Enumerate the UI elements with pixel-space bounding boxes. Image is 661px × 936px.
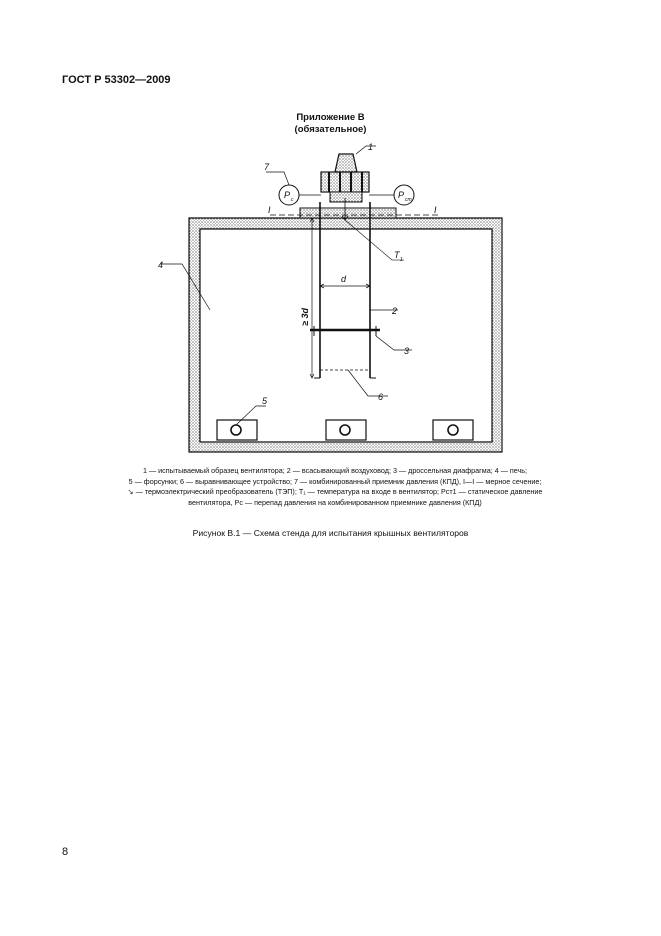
callout-5: 5 (262, 396, 268, 406)
section-mark-left: I (268, 205, 271, 215)
legend-line-1: 1 — испытываемый образец вентилятора; 2 — всасывающий воздуховод; 3 — дроссельная диафрагма; 4 — печь; (142, 466, 528, 475)
temperature-label: T (394, 250, 400, 260)
legend-line-3-text: — термоэлектрический преобразователь (ТЭП); T₁ — температура на входе в вентилятор; Pст1 — статическое давление (135, 487, 543, 496)
figure-caption: Рисунок В.1 — Схема стенда для испытания крышных вентиляторов (192, 528, 469, 538)
pressure-left-label: P (284, 190, 291, 200)
legend-line-2: 5 — форсунки; 6 — выравнивающее устройство; 7 — комбинированный приемник давления (КПД), I—I — мерное сечение; (128, 476, 542, 486)
appendix-heading (0, 112, 661, 136)
legend-line-3 (70, 487, 600, 498)
callout-7: 7 (264, 162, 270, 172)
appendix-status: (обязательное) (294, 124, 367, 135)
page-number: 8 (62, 846, 69, 858)
pressure-receiver-left (279, 185, 321, 205)
temperature-sub: 1 (400, 257, 403, 263)
pressure-left-sub: c (291, 197, 294, 203)
fan-sample (321, 154, 369, 202)
thermocouple-icon: ↘ (127, 487, 134, 496)
callout-2: 2 (392, 306, 398, 316)
dimension-length-label: ≥ 3d (300, 308, 310, 326)
pressure-right-sub: ст (405, 197, 412, 203)
callout-1: 1 (368, 142, 374, 152)
callout-3: 3 (404, 346, 410, 356)
figure-legend (70, 466, 600, 508)
dimension-d-label: d (341, 274, 347, 284)
furnace (189, 218, 502, 452)
callout-6: 6 (378, 392, 384, 402)
test-stand-diagram (150, 140, 530, 461)
burner-nozzles (217, 420, 473, 440)
section-mark-right: I (434, 205, 437, 215)
dimension-length (300, 218, 314, 378)
pressure-receiver-right (369, 185, 414, 205)
legend-line-4: вентилятора, Pc — перепад давления на комбинированном приемнике давления (КПД) (188, 497, 482, 507)
dimension-d (320, 274, 370, 288)
document-header: ГОСТ Р 53302—2009 (62, 74, 171, 86)
pressure-right-label: P (398, 190, 405, 200)
appendix-title: Приложение В (296, 112, 365, 123)
callout-4: 4 (158, 260, 164, 270)
